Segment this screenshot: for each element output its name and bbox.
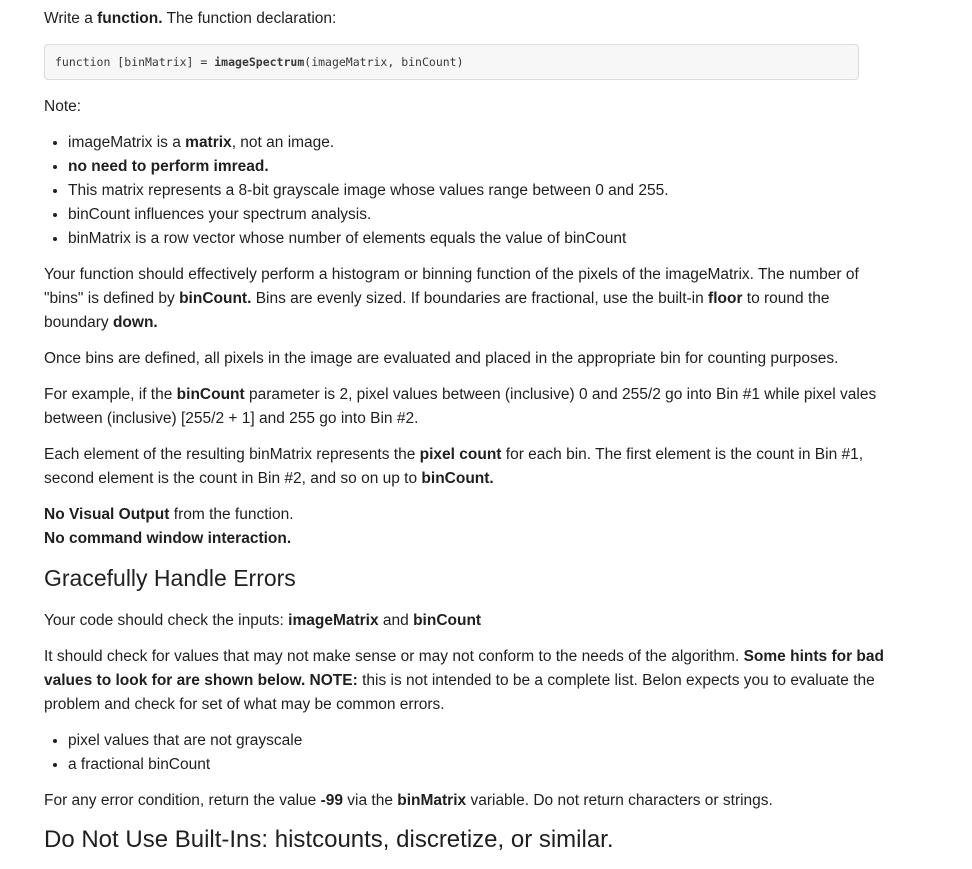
intro-paragraph <box>44 7 884 31</box>
note-text: imageMatrix is a <box>68 134 186 151</box>
paragraph-bold: -99 <box>320 792 343 809</box>
paragraph-bold: binMatrix <box>397 792 467 809</box>
note-label: Note: <box>44 98 82 115</box>
paragraph-text: via the <box>342 792 398 809</box>
paragraph-text: Each element of the resulting binMatrix represents the <box>44 446 420 463</box>
paragraph-text: this is not intended to be a complete list. Belon expects you to evaluate the problem and check for set of what may be common errors. <box>44 672 875 713</box>
paragraph-text: For example, if the <box>44 386 177 403</box>
code-arguments: (imageMatrix, binCount) <box>304 55 464 69</box>
list-item: • a fractional binCount <box>68 753 884 777</box>
paragraph-text: variable. Do not return characters or strings. <box>466 792 773 809</box>
paragraph-bold: binCount. <box>179 290 252 307</box>
bad-values-paragraph <box>44 645 884 717</box>
list-item <box>68 203 884 227</box>
list-item: • pixel values that are not grayscale <box>68 729 884 753</box>
notes-list <box>44 131 884 251</box>
paragraph-text: Your code should check the inputs: <box>44 612 289 629</box>
list-item <box>68 155 884 179</box>
list-item <box>68 179 884 203</box>
note-bold: matrix <box>185 134 232 151</box>
note-text: binMatrix is a row vector whose number of elements equals the value of binCount <box>68 230 627 247</box>
builtins-heading: Do Not Use Built-Ins: histcounts, discretize, or similar. <box>44 826 614 853</box>
paragraph-text: for each bin. The first element is the count in Bin #1, second element is the count in Bin #2, and so on up to <box>44 446 864 487</box>
no-output-paragraph <box>44 503 884 551</box>
paragraph-bold: imageMatrix <box>288 612 379 629</box>
list-item <box>68 227 884 251</box>
paragraph-text: from the function. <box>169 506 294 523</box>
paragraph-bold: binCount. <box>421 470 494 487</box>
example-paragraph <box>44 383 884 431</box>
intro-bold: function. <box>97 10 163 27</box>
intro-text: Write a <box>44 10 98 27</box>
paragraph-text: Bins are evenly sized. If boundaries are fractional, use the built-in <box>251 290 709 307</box>
paragraph-text: and <box>378 612 414 629</box>
code-function-name: imageSpectrum <box>214 55 305 69</box>
paragraph-bold: pixel count <box>419 446 502 463</box>
paragraph-text: to round the boundary <box>44 290 830 331</box>
paragraph-bold: No Visual Output <box>44 506 170 523</box>
histogram-paragraph <box>44 263 884 335</box>
paragraph-bold: floor <box>708 290 743 307</box>
paragraph-bold: binCount <box>413 612 482 629</box>
error-return-paragraph <box>44 789 884 813</box>
hints-list <box>44 729 884 777</box>
paragraph-bold: binCount <box>176 386 245 403</box>
paragraph-text: For any error condition, return the value <box>44 792 321 809</box>
check-inputs-paragraph <box>44 609 884 633</box>
paragraph-bold: Some hints for bad values to look for are shown below. NOTE: <box>44 648 884 689</box>
paragraph-text: Your function should effectively perform a histogram or binning function of the pixels of the imageMatrix. The number of "bins" is defined by <box>44 266 859 307</box>
code-prefix: function [binMatrix] = <box>55 55 215 69</box>
result-element-paragraph <box>44 443 884 491</box>
list-item <box>68 131 884 155</box>
paragraph-bold: down. <box>112 314 158 331</box>
paragraph-text: parameter is 2, pixel values between (inclusive) 0 and 255/2 go into Bin #1 while pixel vales between (inclusive) [255/2 + 1] and 255 go into Bin #2. <box>44 386 877 427</box>
paragraph-text: It should check for values that may not make sense or may not conform to the needs of the algorithm. <box>44 648 744 665</box>
note-text: binCount influences your spectrum analysis. <box>68 206 372 223</box>
function-declaration-code <box>44 44 859 80</box>
note-text: , not an image. <box>231 134 335 151</box>
intro-text-end: The function declaration: <box>162 10 337 27</box>
note-bold: no need to perform imread. <box>68 158 269 175</box>
note-text: This matrix represents a 8-bit grayscale image whose values range between 0 and 255. <box>68 182 669 199</box>
bins-defined-paragraph: Once bins are defined, all pixels in the image are evaluated and placed in the appropriate bin for counting purposes. <box>44 350 839 367</box>
paragraph-bold: No command window interaction. <box>44 530 292 547</box>
errors-heading: Gracefully Handle Errors <box>44 565 296 591</box>
